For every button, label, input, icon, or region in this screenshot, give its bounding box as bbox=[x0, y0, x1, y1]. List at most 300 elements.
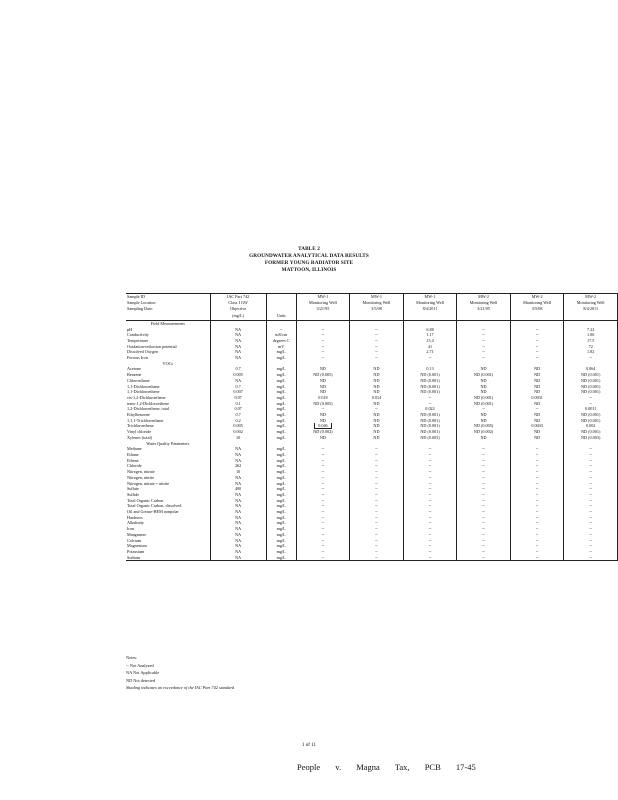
result-value: 72 bbox=[564, 344, 618, 350]
result-value: -- bbox=[403, 543, 457, 549]
result-value: -- bbox=[457, 475, 511, 481]
result-value: ND bbox=[510, 378, 564, 384]
result-value: -- bbox=[510, 446, 564, 452]
objective-value: 10 bbox=[210, 469, 266, 475]
result-value: ND (0.005) bbox=[296, 401, 350, 407]
result-value: -- bbox=[510, 458, 564, 464]
section-title: Water Quality Parameters bbox=[146, 440, 190, 446]
parameter-name: Manganese bbox=[127, 531, 147, 537]
units-value: mS/cm bbox=[266, 332, 296, 338]
result-value: -- bbox=[350, 503, 404, 509]
result-value: ND (0.001) bbox=[403, 412, 457, 418]
result-value: 0.014 bbox=[350, 395, 404, 401]
result-value: -- bbox=[457, 492, 511, 498]
result-value: ND (0.005) bbox=[457, 423, 511, 429]
result-value: -- bbox=[296, 486, 350, 492]
objective-value: NA bbox=[210, 338, 266, 344]
result-value: -- bbox=[510, 498, 564, 504]
result-value: ND bbox=[510, 389, 564, 395]
result-value: ND bbox=[457, 366, 511, 372]
result-value: ND bbox=[350, 366, 404, 372]
objective-value: 262 bbox=[210, 463, 266, 469]
parameter-name: Nitrogen, nitrate + nitrite bbox=[127, 480, 170, 486]
parameter-name: Sulfate bbox=[127, 486, 139, 492]
result-value: -- bbox=[296, 332, 350, 338]
result-value: 0.022 bbox=[403, 406, 457, 412]
result-value: -- bbox=[510, 327, 564, 333]
parameter-name: Chloride bbox=[127, 463, 142, 469]
result-value: -- bbox=[510, 475, 564, 481]
result-value: -- bbox=[510, 555, 564, 561]
units-value: mg/L bbox=[266, 538, 296, 544]
column-header-4-l3: 3/5/08 bbox=[371, 306, 382, 312]
result-value: -- bbox=[296, 327, 350, 333]
result-value: ND bbox=[296, 378, 350, 384]
result-value: ND bbox=[510, 429, 564, 435]
result-value: -- bbox=[296, 538, 350, 544]
result-value: ND (0.001) bbox=[457, 395, 511, 401]
result-value: -- bbox=[403, 458, 457, 464]
result-value: -- bbox=[403, 498, 457, 504]
parameter-name: Temperature bbox=[127, 337, 149, 343]
result-value: ND bbox=[510, 412, 564, 418]
result-value: -- bbox=[350, 549, 404, 555]
column-header-6 bbox=[457, 294, 511, 321]
parameter-name: Methane bbox=[127, 446, 142, 452]
parameter-name: Ethane bbox=[127, 451, 139, 457]
units-value: mg/L bbox=[266, 463, 296, 469]
objective-value: NA bbox=[210, 344, 266, 350]
units-value: mg/L bbox=[266, 515, 296, 521]
column-header-0 bbox=[126, 294, 210, 321]
result-value: -- bbox=[403, 538, 457, 544]
result-value: 2.71 bbox=[403, 349, 457, 355]
result-value: 0.0031 bbox=[510, 395, 564, 401]
result-value: -- bbox=[457, 498, 511, 504]
result-value: -- bbox=[350, 349, 404, 355]
units-value: mg/L bbox=[266, 503, 296, 509]
units-value: mg/L bbox=[266, 492, 296, 498]
result-value: -- bbox=[350, 452, 404, 458]
table-notes bbox=[126, 654, 234, 692]
result-value: -- bbox=[457, 463, 511, 469]
result-value: ND (0.001) bbox=[564, 384, 618, 390]
parameter-name: Ethylbenzene bbox=[127, 412, 150, 418]
note-not-applicable: NA Not Applicable bbox=[126, 670, 160, 676]
result-value: 6.88 bbox=[403, 327, 457, 333]
result-value: -- bbox=[457, 446, 511, 452]
result-value: -- bbox=[564, 486, 618, 492]
result-value: -- bbox=[457, 344, 511, 350]
result-value: -- bbox=[510, 338, 564, 344]
result-value: -- bbox=[350, 543, 404, 549]
result-value: ND bbox=[457, 389, 511, 395]
result-value: ND (0.001) bbox=[564, 412, 618, 418]
result-value: -- bbox=[564, 526, 618, 532]
result-value: 1.82 bbox=[564, 349, 618, 355]
result-value: -- bbox=[457, 520, 511, 526]
result-value: ND bbox=[510, 401, 564, 407]
parameter-name: Total Organic Carbon, dissolved bbox=[127, 503, 182, 509]
result-value: -- bbox=[457, 332, 511, 338]
result-value: -- bbox=[350, 458, 404, 464]
result-value: -- bbox=[510, 503, 564, 509]
objective-value: NA bbox=[210, 332, 266, 338]
result-value: ND bbox=[457, 435, 511, 441]
objective-value: NA bbox=[210, 543, 266, 549]
result-value: -- bbox=[296, 532, 350, 538]
parameter-name: trans-1,2-Dichloroethene bbox=[127, 400, 169, 406]
column-header-7 bbox=[510, 294, 564, 321]
result-value: -- bbox=[457, 406, 511, 412]
result-value: -- bbox=[564, 503, 618, 509]
column-header-7-l4 bbox=[512, 313, 563, 319]
result-value: -- bbox=[510, 538, 564, 544]
objective-value: NA bbox=[210, 481, 266, 487]
result-value: -- bbox=[296, 492, 350, 498]
objective-value: NA bbox=[210, 520, 266, 526]
objective-value: NA bbox=[210, 355, 266, 361]
objective-value: NA bbox=[210, 452, 266, 458]
objective-value: 0.07 bbox=[210, 406, 266, 412]
result-value: 1.17 bbox=[403, 332, 457, 338]
objective-value: 0.7 bbox=[210, 412, 266, 418]
result-value: -- bbox=[564, 515, 618, 521]
result-value: -- bbox=[350, 498, 404, 504]
result-value: ND (0.001) bbox=[564, 418, 618, 424]
result-value: -- bbox=[350, 469, 404, 475]
result-value: -- bbox=[350, 327, 404, 333]
result-value: -- bbox=[403, 463, 457, 469]
result-value: -- bbox=[510, 543, 564, 549]
result-value: -- bbox=[350, 332, 404, 338]
exceedance-box: 0.046 bbox=[314, 423, 331, 429]
parameter-name: Nitrogen, nitrite bbox=[127, 474, 154, 480]
parameter-name: Potassium bbox=[127, 548, 145, 554]
groundwater-results-table bbox=[126, 293, 618, 561]
result-value: -- bbox=[564, 481, 618, 487]
column-header-1 bbox=[210, 294, 266, 321]
result-value: -- bbox=[403, 486, 457, 492]
result-value: -- bbox=[403, 401, 457, 407]
result-value: -- bbox=[457, 509, 511, 515]
result-value: -- bbox=[510, 469, 564, 475]
parameter-name: Dissolved Oxygen bbox=[127, 349, 159, 355]
page-number: 1 of 11 bbox=[302, 743, 316, 748]
result-value: -- bbox=[296, 446, 350, 452]
result-value: 0.064 bbox=[564, 366, 618, 372]
result-value: -- bbox=[350, 492, 404, 498]
result-value: -- bbox=[564, 492, 618, 498]
result-value: -- bbox=[564, 395, 618, 401]
parameter-name: pH bbox=[127, 326, 133, 332]
result-value: -- bbox=[510, 549, 564, 555]
result-value: -- bbox=[350, 538, 404, 544]
result-value: -- bbox=[403, 509, 457, 515]
result-value: -- bbox=[403, 549, 457, 555]
table-title-line-4: MATTOON, ILLINOIS bbox=[281, 267, 337, 273]
result-value: -- bbox=[564, 498, 618, 504]
units-value: mg/L bbox=[266, 384, 296, 390]
result-value: -- bbox=[510, 332, 564, 338]
result-value: -- bbox=[350, 486, 404, 492]
column-header-0-l3: Sampling Date: bbox=[127, 306, 154, 312]
result-value: ND bbox=[350, 435, 404, 441]
result-value: -- bbox=[403, 452, 457, 458]
column-header-7-l2: Monitoring Well bbox=[523, 300, 552, 306]
result-value: ND bbox=[510, 418, 564, 424]
result-value: -- bbox=[350, 344, 404, 350]
result-value: ND bbox=[350, 389, 404, 395]
result-value: -- bbox=[403, 469, 457, 475]
column-header-6-l3: 3/21/95 bbox=[477, 306, 490, 312]
column-header-0-l1: Sample ID bbox=[127, 294, 146, 299]
units-value: mg/L bbox=[266, 366, 296, 372]
column-header-2 bbox=[266, 294, 296, 321]
objective-value: NA bbox=[210, 492, 266, 498]
objective-value: NA bbox=[210, 515, 266, 521]
footer-board: PCB bbox=[424, 762, 441, 772]
units-value: mg/L bbox=[266, 526, 296, 532]
result-value: 15.4 bbox=[403, 338, 457, 344]
result-value: ND (0.001) bbox=[457, 401, 511, 407]
parameter-name: 1,1-Dichloroethene bbox=[127, 389, 160, 395]
result-value: ND bbox=[510, 435, 564, 441]
column-header-5-l4 bbox=[405, 313, 456, 319]
result-value: -- bbox=[564, 532, 618, 538]
result-value: ND bbox=[296, 366, 350, 372]
result-value: -- bbox=[296, 452, 350, 458]
column-header-4 bbox=[350, 294, 404, 321]
result-value: -- bbox=[296, 481, 350, 487]
result-value: -- bbox=[564, 469, 618, 475]
column-header-8-l3: 8/4/2011 bbox=[583, 306, 599, 312]
objective-value: 0.07 bbox=[210, 395, 266, 401]
units-value: mg/L bbox=[266, 406, 296, 412]
result-value: -- bbox=[510, 532, 564, 538]
result-value: -- bbox=[457, 486, 511, 492]
parameter-name: Magnesium bbox=[127, 543, 147, 549]
parameter-name: Ferrous Iron bbox=[127, 355, 148, 361]
result-value: -- bbox=[457, 452, 511, 458]
result-value: ND (0.001) bbox=[403, 384, 457, 390]
column-header-7-l3: 3/5/08 bbox=[531, 306, 543, 312]
units-value: mg/L bbox=[266, 486, 296, 492]
result-value: -- bbox=[403, 555, 457, 561]
result-value: -- bbox=[510, 509, 564, 515]
parameter-name: Benzene bbox=[127, 372, 142, 378]
objective-value: NA bbox=[210, 526, 266, 532]
result-value: -- bbox=[510, 406, 564, 412]
objective-value: 0.7 bbox=[210, 384, 266, 390]
parameter-name: 1,1-Dichloroethane bbox=[127, 383, 160, 389]
column-header-3 bbox=[296, 294, 350, 321]
result-value: -- bbox=[564, 355, 618, 361]
result-value: -- bbox=[403, 355, 457, 361]
result-value: ND (0.001) bbox=[403, 389, 457, 395]
result-value: ND bbox=[510, 372, 564, 378]
result-value: -- bbox=[457, 349, 511, 355]
units-value: mg/L bbox=[266, 532, 296, 538]
note-not-analyzed: -- Not Analyzed bbox=[126, 662, 154, 668]
column-header-4-l2: Monitoring Well bbox=[362, 300, 391, 306]
parameter-name: 1,2-Dichloroethene, total bbox=[127, 406, 169, 412]
units-value: mg/L bbox=[266, 389, 296, 395]
result-value: -- bbox=[350, 475, 404, 481]
units-value: mg/L bbox=[266, 498, 296, 504]
result-value: -- bbox=[403, 526, 457, 532]
result-value: ND (0.001) bbox=[564, 389, 618, 395]
units-value: mg/L bbox=[266, 349, 296, 355]
result-value: -- bbox=[403, 481, 457, 487]
parameter-name: Sulfide bbox=[127, 491, 140, 497]
result-value: -- bbox=[296, 498, 350, 504]
result-value: ND bbox=[350, 412, 404, 418]
footer-party-2b: Tax, bbox=[394, 762, 410, 772]
objective-value: NA bbox=[210, 549, 266, 555]
result-value: ND (0.001) bbox=[564, 429, 618, 435]
result-value: -- bbox=[350, 520, 404, 526]
result-value: -- bbox=[564, 509, 618, 515]
result-value: -- bbox=[564, 475, 618, 481]
result-value: -- bbox=[296, 475, 350, 481]
result-value: -- bbox=[296, 520, 350, 526]
result-value: 1.06 bbox=[564, 332, 618, 338]
result-value: -- bbox=[564, 538, 618, 544]
result-value: -- bbox=[457, 526, 511, 532]
units-value: -- bbox=[266, 327, 296, 333]
result-value: -- bbox=[564, 458, 618, 464]
units-value: mg/L bbox=[266, 401, 296, 407]
result-value: -- bbox=[296, 549, 350, 555]
result-value: -- bbox=[510, 520, 564, 526]
result-value: ND bbox=[457, 418, 511, 424]
parameter-name: Alkalinity bbox=[127, 520, 144, 526]
result-value: -- bbox=[457, 549, 511, 555]
result-value: -- bbox=[457, 532, 511, 538]
units-value: mg/L bbox=[266, 475, 296, 481]
objective-value: NA bbox=[210, 538, 266, 544]
units-value: mg/L bbox=[266, 458, 296, 464]
result-value: -- bbox=[457, 555, 511, 561]
units-value: mg/L bbox=[266, 509, 296, 515]
parameter-name: Oxidation-reduction potential bbox=[127, 343, 177, 349]
result-value: ND bbox=[350, 372, 404, 378]
result-value: ND bbox=[350, 401, 404, 407]
result-value: -- bbox=[403, 492, 457, 498]
column-header-0-l4 bbox=[127, 313, 209, 319]
result-value: ND bbox=[296, 412, 350, 418]
result-value: ND (0.003) bbox=[403, 435, 457, 441]
footer-case-number: 17-45 bbox=[455, 762, 476, 772]
table-title-line-1: TABLE 2 bbox=[298, 246, 320, 252]
result-value: -- bbox=[457, 481, 511, 487]
result-value: ND (0.001) bbox=[564, 378, 618, 384]
result-value: -- bbox=[457, 469, 511, 475]
result-value: -- bbox=[350, 532, 404, 538]
footer-party-2a: Magna bbox=[356, 762, 380, 772]
column-header-1-l4: (mg/L) bbox=[232, 312, 245, 318]
result-value: -- bbox=[296, 349, 350, 355]
table-title-line-3: FORMER YOUNG RADIATOR SITE bbox=[264, 260, 354, 266]
table-row bbox=[126, 555, 618, 561]
result-value: ND bbox=[296, 384, 350, 390]
result-value: -- bbox=[510, 344, 564, 350]
result-value: ND bbox=[510, 366, 564, 372]
units-value: mg/L bbox=[266, 469, 296, 475]
units-value: mg/L bbox=[266, 555, 296, 561]
units-value: mg/L bbox=[266, 395, 296, 401]
result-value: ND (0.001) bbox=[457, 372, 511, 378]
units-value: mg/L bbox=[266, 378, 296, 384]
units-value: mg/L bbox=[266, 418, 296, 424]
result-value: -- bbox=[296, 526, 350, 532]
result-value: ND bbox=[457, 378, 511, 384]
result-value: -- bbox=[510, 526, 564, 532]
objective-value: NA bbox=[210, 475, 266, 481]
column-header-7-l1: MW-2 bbox=[531, 294, 543, 299]
column-header-1-l3: Objective bbox=[229, 306, 247, 312]
result-value: -- bbox=[564, 401, 618, 407]
result-value: ND (0.003) bbox=[564, 435, 618, 441]
column-header-4-l1: MW-1 bbox=[370, 294, 382, 299]
parameter-name: Vinyl chloride bbox=[127, 429, 152, 435]
result-value: ND (0.001) bbox=[403, 423, 457, 429]
units-value: mg/L bbox=[266, 520, 296, 526]
result-value: ND (0.005) bbox=[296, 372, 350, 378]
column-header-6-l4 bbox=[458, 313, 509, 319]
result-value: 0.0011 bbox=[564, 406, 618, 412]
column-header-8 bbox=[564, 294, 618, 321]
units-value: mV bbox=[266, 344, 296, 350]
result-value: ND bbox=[296, 435, 350, 441]
table-header-row bbox=[126, 294, 618, 321]
result-value: ND bbox=[350, 423, 404, 429]
result-value: -- bbox=[403, 446, 457, 452]
result-value: -- bbox=[457, 538, 511, 544]
objective-value: 0.1 bbox=[210, 401, 266, 407]
result-value: ND (0.001) bbox=[564, 372, 618, 378]
units-value: mg/L bbox=[266, 549, 296, 555]
result-value: -- bbox=[403, 520, 457, 526]
objective-value: 0.007 bbox=[210, 389, 266, 395]
parameter-name: Nitrogen, nitrate bbox=[127, 469, 155, 475]
result-value: -- bbox=[457, 338, 511, 344]
units-value: mg/L bbox=[266, 543, 296, 549]
result-value: -- bbox=[564, 446, 618, 452]
result-value: -- bbox=[350, 509, 404, 515]
column-header-3-l3: 3/21/95 bbox=[316, 306, 330, 312]
result-value: ND bbox=[296, 389, 350, 395]
note-shading: Shading indicates an exceedance of the IAC Part 742 standard bbox=[126, 685, 235, 691]
result-value: -- bbox=[510, 463, 564, 469]
result-value: -- bbox=[296, 555, 350, 561]
result-value: ND bbox=[350, 418, 404, 424]
objective-value: NA bbox=[210, 458, 266, 464]
objective-value: 400 bbox=[210, 486, 266, 492]
result-value: -- bbox=[564, 543, 618, 549]
result-value: ND bbox=[350, 429, 404, 435]
result-value: -- bbox=[457, 503, 511, 509]
result-value: -- bbox=[403, 475, 457, 481]
column-header-8-l2: Monitoring Well bbox=[576, 300, 605, 306]
column-header-3-l2: Monitoring Well bbox=[308, 300, 337, 306]
units-value: mg/L bbox=[266, 355, 296, 361]
objective-value: 10 bbox=[210, 435, 266, 441]
result-value: ND (0.001) bbox=[403, 429, 457, 435]
result-value: -- bbox=[296, 503, 350, 509]
parameter-name: Conductivity bbox=[127, 332, 149, 338]
